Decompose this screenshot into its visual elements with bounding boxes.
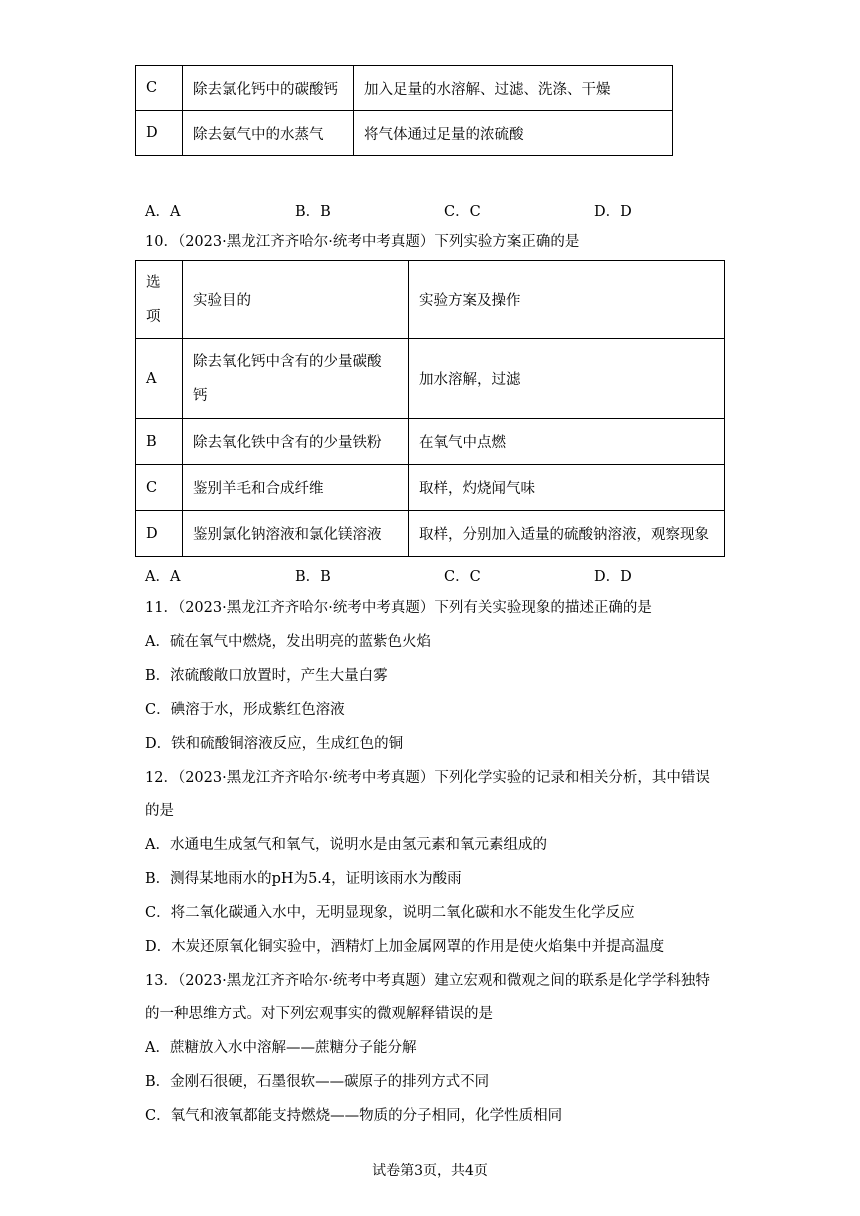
q12-stem-line1: 12．（2023·黑龙江齐齐哈尔·统考中考真题）下列化学实验的记录和相关分析，其中错误 — [145, 770, 710, 786]
q12-option-a[interactable]: A．水通电生成氢气和氧气，说明水是由氢元素和氧元素组成的 — [145, 837, 547, 853]
option-cell: D — [136, 111, 183, 156]
q13-stem-line2: 的一种思维方式。对下列宏观事实的微观解释错误的是 — [145, 1006, 493, 1022]
purpose-line1: 除去氧化钙中含有的少量碳酸 — [193, 353, 382, 370]
table-row — [136, 419, 725, 465]
q10-stem: 10．（2023·黑龙江齐齐哈尔·统考中考真题）下列实验方案正确的是 — [145, 234, 580, 250]
q12-option-c[interactable]: C．将二氧化碳通入水中，无明显现象，说明二氧化碳和水不能发生化学反应 — [145, 905, 635, 921]
method-cell: 加入足量的水溶解、过滤、洗涤、干燥 — [354, 66, 673, 111]
table-row — [136, 465, 725, 511]
header-option-line1: 选 — [146, 274, 161, 291]
q11-option-c[interactable]: C．碘溶于水，形成紫红色溶液 — [145, 702, 345, 718]
purpose-line2: 钙 — [193, 387, 208, 404]
header-purpose: 实验目的 — [183, 261, 409, 339]
choice-d[interactable]: D．D — [594, 204, 632, 220]
q13-option-c[interactable]: C．氧气和液氧都能支持燃烧——物质的分子相同，化学性质相同 — [145, 1108, 563, 1124]
q12-option-b[interactable]: B．测得某地雨水的pH为5.4，证明该雨水为酸雨 — [145, 871, 462, 887]
q13-option-a[interactable]: A．蔗糖放入水中溶解——蔗糖分子能分解 — [145, 1040, 417, 1056]
q11-option-a[interactable]: A．硫在氧气中燃烧，发出明亮的蓝紫色火焰 — [145, 634, 431, 650]
choice-b[interactable]: B．B — [295, 569, 331, 585]
table-row — [136, 511, 725, 557]
purpose-cell: 鉴别羊毛和合成纤维 — [183, 465, 409, 511]
purpose-cell: 除去氨气中的水蒸气 — [183, 111, 354, 156]
method-cell: 加水溶解，过滤 — [409, 339, 725, 419]
method-cell: 取样，分别加入适量的硫酸钠溶液，观察现象 — [409, 511, 725, 557]
option-cell: B — [136, 419, 183, 465]
option-cell: D — [136, 511, 183, 557]
choice-a[interactable]: A．A — [145, 204, 181, 220]
q13-option-b[interactable]: B．金刚石很硬，石墨很软——碳原子的排列方式不同 — [145, 1074, 490, 1090]
option-cell: A — [136, 339, 183, 419]
purpose-cell — [183, 339, 409, 419]
choice-d[interactable]: D．D — [594, 569, 632, 585]
header-option — [136, 261, 183, 339]
table-header-row — [136, 261, 725, 339]
header-method: 实验方案及操作 — [409, 261, 725, 339]
table-row — [136, 339, 725, 419]
purpose-cell: 鉴别氯化钠溶液和氯化镁溶液 — [183, 511, 409, 557]
page-footer: 试卷第3页，共4页 — [372, 1163, 488, 1179]
table-row — [136, 111, 673, 156]
q12-stem-line2: 的是 — [145, 803, 174, 819]
header-option-line2: 项 — [146, 308, 161, 325]
choice-b[interactable]: B．B — [295, 204, 331, 220]
q11-option-b[interactable]: B．浓硫酸敞口放置时，产生大量白雾 — [145, 668, 388, 684]
q13-stem-line1: 13．（2023·黑龙江齐齐哈尔·统考中考真题）建立宏观和微观之间的联系是化学学科独特 — [145, 973, 710, 989]
choice-c[interactable]: C．C — [444, 204, 481, 220]
choice-a[interactable]: A．A — [145, 569, 181, 585]
q9-table — [135, 65, 673, 156]
table-row — [136, 66, 673, 111]
q10-table — [135, 260, 725, 557]
option-cell: C — [136, 465, 183, 511]
q11-stem: 11．（2023·黑龙江齐齐哈尔·统考中考真题）下列有关实验现象的描述正确的是 — [145, 600, 652, 616]
q11-option-d[interactable]: D．铁和硫酸铜溶液反应，生成红色的铜 — [145, 736, 404, 752]
method-cell: 在氧气中点燃 — [409, 419, 725, 465]
method-cell: 取样，灼烧闻气味 — [409, 465, 725, 511]
purpose-cell: 除去氯化钙中的碳酸钙 — [183, 66, 354, 111]
method-cell: 将气体通过足量的浓硫酸 — [354, 111, 673, 156]
choice-c[interactable]: C．C — [444, 569, 481, 585]
option-cell: C — [136, 66, 183, 111]
q12-option-d[interactable]: D．木炭还原氧化铜实验中，酒精灯上加金属网罩的作用是使火焰集中并提高温度 — [145, 939, 665, 955]
purpose-cell: 除去氧化铁中含有的少量铁粉 — [183, 419, 409, 465]
